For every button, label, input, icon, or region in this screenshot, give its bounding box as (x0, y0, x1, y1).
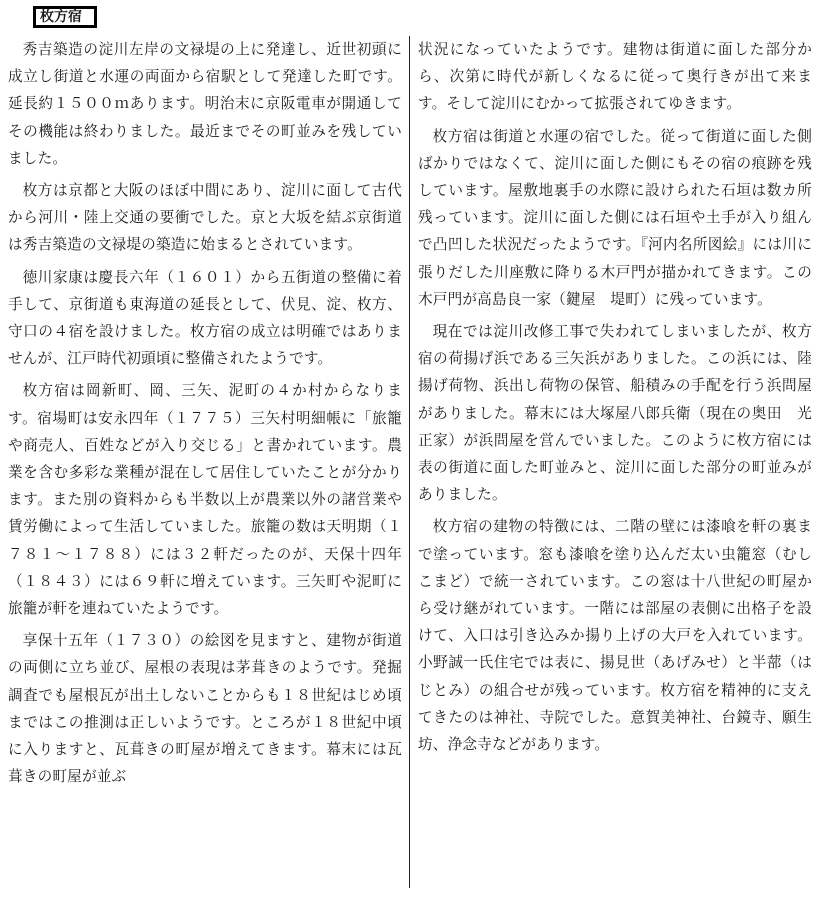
paragraph: 枚方宿は岡新町、岡、三矢、泥町の４か村からなります。宿場町は安永四年（１７７５）三矢村明細帳に「旅籠や商売人、百姓などが入り交じる」と書かれています。農業を含む多彩な業種が混在して居住していたことが分かります。また別の資料からも半数以上が農業以外の諸営業や賃労働によって生活していました。旅籠の数は天明期（１７８１～１７８８）には３２軒だったのが、天保十四年（１８４３）には６９軒に増えています。三矢町や泥町に旅籠が軒を連ねていたようです。 (8, 382, 402, 618)
paragraph: 秀吉築造の淀川左岸の文禄堤の上に発達し、近世初頭に成立し街道と水運の両面から宿駅として発達した町です。延長約１５００ｍあります。明治末に京阪電車が開通してその機能は終わりました。最近までその町並みを残していました。 (8, 41, 402, 167)
paragraph: 現在では淀川改修工事で失われてしまいましたが、枚方宿の荷揚げ浜である三矢浜がありました。この浜には、陸揚げ荷物、浜出し荷物の保管、船積みの手配を行う浜問屋がありました。幕末には大塚屋八郎兵衛（現在の奥田 光正家）が浜問屋を営んでいました。このように枚方宿には表の街道に面した町並みと、淀川に面した部分の町並みがありました。 (418, 323, 812, 504)
right-column (418, 36, 812, 758)
paragraph: 枚方は京都と大阪のほぼ中間にあり、淀川に面して古代から河川・陸上交通の要衝でした。京と大坂を結ぶ京街道は秀吉築造の文禄堤の築造に始まるとされています。 (8, 182, 402, 254)
page-title: 枚方宿 (33, 6, 97, 28)
paragraph: 徳川家康は慶長六年（１６０１）から五街道の整備に着手して、京街道も東海道の延長として、伏見、淀、枚方、守口の４宿を設けました。枚方宿の成立は明確ではありませんが、江戸時代初頭頃に整備されたようです。 (8, 268, 402, 368)
left-column (8, 36, 402, 790)
paragraph-continued: 状況になっていたようです。建物は街道に面した部分から、次第に時代が新しくなるに従って奥行きが出て来ます。そして淀川にむかって拡張されてゆきます。 (418, 41, 812, 113)
paragraph: 枚方宿の建物の特徴には、二階の壁には漆喰を軒の裏まで塗っています。窓も漆喰を塗り込んだ太い虫籠窓（むしこまど）で統一されています。この窓は十八世紀の町屋から受け継がれています。一階には部屋の表側に出格子を設けて、入口は引き込みか揚り上げの大戸を入れています。小野誠一氏住宅では表に、揚見世（あげみせ）と半蔀（はじとみ）の組合せが残っています。枚方宿を精神的に支えてきたのは神社、寺院でした。意賀美神社、台鏡寺、願生坊、浄念寺などがあります。 (418, 518, 812, 754)
paragraph: 枚方宿は街道と水運の宿でした。従って街道に面した側ばかりではなくて、淀川に面した側にもその宿の痕跡を残しています。屋敷地裏手の水際に設けられた石垣は数カ所残っています。淀川に面した側には石垣や土手が入り組んで凸凹した状況だったようです。『河内名所図絵』には川に張りだした川座敷に降りる木戸門が描かれてきます。この木戸門が高島良一家（鍵屋 堤町）に残っています。 (418, 127, 812, 308)
column-divider (409, 36, 410, 888)
paragraph: 享保十五年（１７３０）の絵図を見ますと、建物が街道の両側に立ち並び、屋根の表現は茅葺きのようです。発掘調査でも屋根瓦が出土しないことからも１８世紀はじめ頃まではこの推測は正しいようです。ところが１８世紀中頃に入りますと、瓦葺きの町屋が増えてきます。幕末には瓦葺きの町屋が並ぶ (8, 632, 402, 786)
